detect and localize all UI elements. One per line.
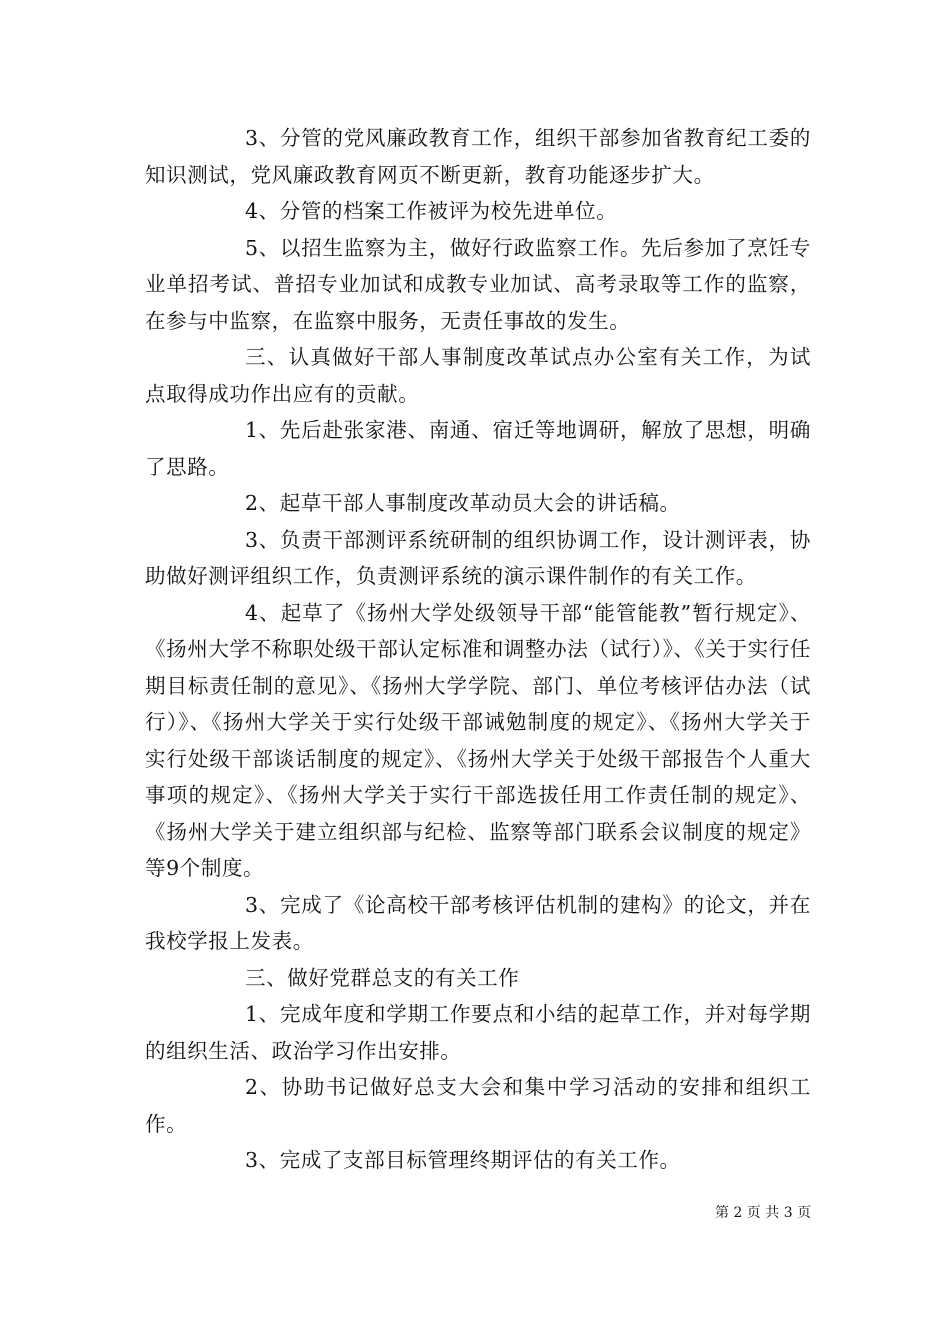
paragraph-admission-supervision: 5、以招生监察为主，做好行政监察工作。先后参加了烹饪专业单招考试、普招专业加试和成教专业加试、高考录取等工作的监察，在参与中监察，在监察中服务，无责任事故的发生。	[145, 235, 811, 333]
section-heading-reform-office: 三、认真做好干部人事制度改革试点办公室有关工作，为试点取得成功作出应有的贡献。	[145, 345, 811, 406]
paragraph-speech-draft: 2、起草干部人事制度改革动员大会的讲话稿。	[245, 491, 681, 515]
paragraph-discipline-education: 3、分管的党风廉政教育工作，组织干部参加省教育纪工委的知识测试，党风廉政教育网页不断更新，教育功能逐步扩大。	[145, 126, 811, 187]
paragraph-regulations-drafted: 4、起草了《扬州大学处级领导干部“能管能教”暂行规定》、《扬州大学不称职处级干部认定标准和调整办法（试行）》、《关于实行任期目标责任制的意见》、《扬州大学学院、部门、单位考核评估办法（试行）》、《扬州大学关于实行处级干部诫勉制度的规定》、《扬州大学关于实行处级干部谈话制度的规定》、《扬州大学关于处级干部报告个人重大事项的规定》、《扬州大学关于实行干部选拔任用工作责任制的规定》、《扬州大学关于建立组织部与纪检、监察等部门联系会议制度的规定》等9个制度。	[145, 600, 811, 880]
paragraph-field-research: 1、先后赴张家港、南通、宿迁等地调研，解放了思想，明确了思路。	[145, 418, 811, 479]
paragraph-paper-published: 3、完成了《论高校干部考核评估机制的建构》的论文，并在我校学报上发表。	[145, 892, 811, 953]
paragraph-evaluation-system: 3、负责干部测评系统研制的组织协调工作，设计测评表，协助做好测评组织工作，负责测评系统的演示课件制作的有关工作。	[145, 527, 811, 588]
page-number-footer: 第 2 页 共 3 页	[715, 1205, 812, 1221]
paragraph-final-evaluation: 3、完成了支部目标管理终期评估的有关工作。	[245, 1148, 681, 1172]
document-body	[145, 120, 811, 1179]
paragraph-assist-secretary: 2、协助书记做好总支大会和集中学习活动的安排和组织工作。	[145, 1075, 811, 1136]
section-heading-party-branch: 三、做好党群总支的有关工作	[245, 965, 520, 990]
paragraph-work-plan: 1、完成年度和学期工作要点和小结的起草工作，并对每学期的组织生活、政治学习作出安排。	[145, 1002, 811, 1063]
paragraph-archives-award: 4、分管的档案工作被评为校先进单位。	[245, 199, 618, 223]
